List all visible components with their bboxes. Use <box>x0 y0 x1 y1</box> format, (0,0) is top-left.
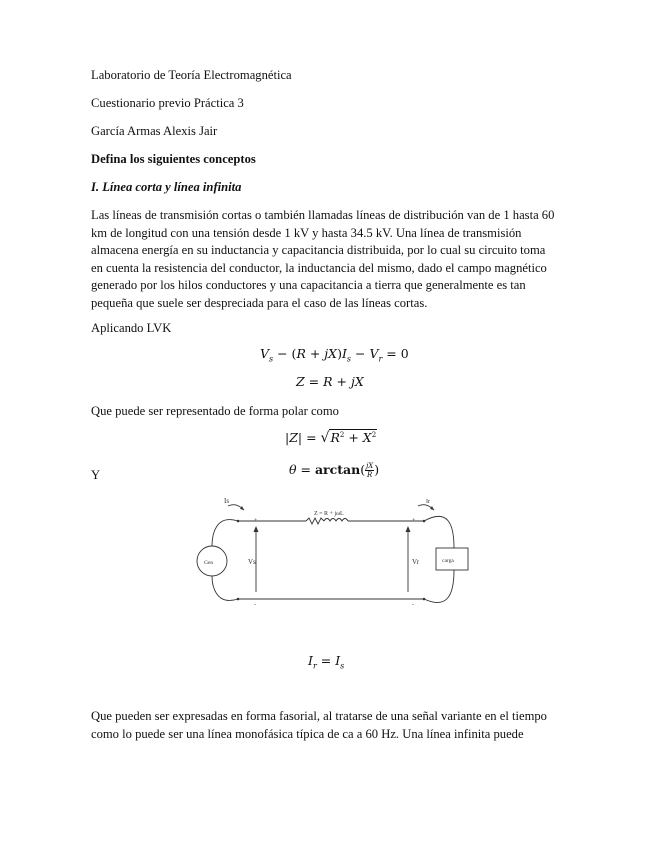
paragraph-line: Que pueden ser expresadas en forma fasorial, al tratarse de una señal variante en el tiempo <box>91 709 547 723</box>
paragraph-line: pequeña que suele ser despreciada para el caso de las líneas cortas. <box>91 295 428 310</box>
receiving-voltage-label: Vr <box>412 558 419 566</box>
equation-current: $I_r = I_s$ <box>308 653 345 671</box>
paragraph-line: en cuenta la resistencia del conductor, la inductancia del mismo, dado el campo magnético <box>91 260 547 275</box>
y-label: Y <box>91 468 101 482</box>
source-label: Gen <box>204 560 214 566</box>
resistor-symbol <box>306 518 324 524</box>
impedance-label: Z = R + jωL <box>314 511 344 517</box>
circuit-diagram <box>186 494 476 616</box>
paragraph-short-lines <box>91 207 569 313</box>
section-heading: Defina los siguientes conceptos <box>91 152 256 166</box>
paragraph-phasor <box>91 708 569 743</box>
left-bottom-loop <box>212 576 238 600</box>
equation-angle: θ = arctan( $\frac{jX}{R}$ ) <box>289 462 380 479</box>
paragraph-line: km de longitud con una tensión desde 1 kV y hasta 34.5 kV. Una línea de transmisión <box>91 225 522 240</box>
polar-label: Que puede ser representado de forma polar como <box>91 404 339 418</box>
paragraph-line: almacena energía en su inductancia y capacitancia distribuida, por lo cual su circuito toma <box>91 243 546 258</box>
author-name: García Armas Alexis Jair <box>91 124 218 138</box>
equation-kvl: $V_s - (R + jX)I_s - V_r = 0$ <box>260 346 409 364</box>
svg-text:-: - <box>412 602 414 608</box>
svg-text:-: - <box>254 602 256 608</box>
svg-text:+: + <box>412 518 416 524</box>
left-top-loop <box>212 520 238 546</box>
subsection-heading: I. Línea corta y línea infinita <box>91 180 242 194</box>
sending-voltage-label: Vs <box>248 558 256 566</box>
source-current-label: Is <box>224 497 230 505</box>
inductor-symbol <box>324 519 348 522</box>
equation-impedance: Z = R + jX <box>296 374 364 389</box>
equation-magnitude: $|Z| = √R^2 + X^2$ <box>285 430 377 446</box>
svg-text:+: + <box>254 518 258 524</box>
course-title: Laboratorio de Teoría Electromagnética <box>91 68 292 82</box>
paragraph-line: generado por los hilos conductores y una capacitancia a tierra que generalmente es tan <box>91 278 526 293</box>
receiving-current-label: Ir <box>426 499 430 505</box>
right-top-loop <box>424 516 454 548</box>
assignment-title: Cuestionario previo Práctica 3 <box>91 96 244 110</box>
paragraph-line: como lo puede ser una línea monofásica típica de ca a 60 Hz. Una línea infinita puede <box>91 726 524 741</box>
lvk-label: Aplicando LVK <box>91 321 172 335</box>
right-bottom-loop <box>424 570 454 603</box>
paragraph-line: Las líneas de transmisión cortas o también llamadas líneas de distribución van de 1 hasta 60 <box>91 208 555 222</box>
load-label: carga <box>442 558 454 564</box>
